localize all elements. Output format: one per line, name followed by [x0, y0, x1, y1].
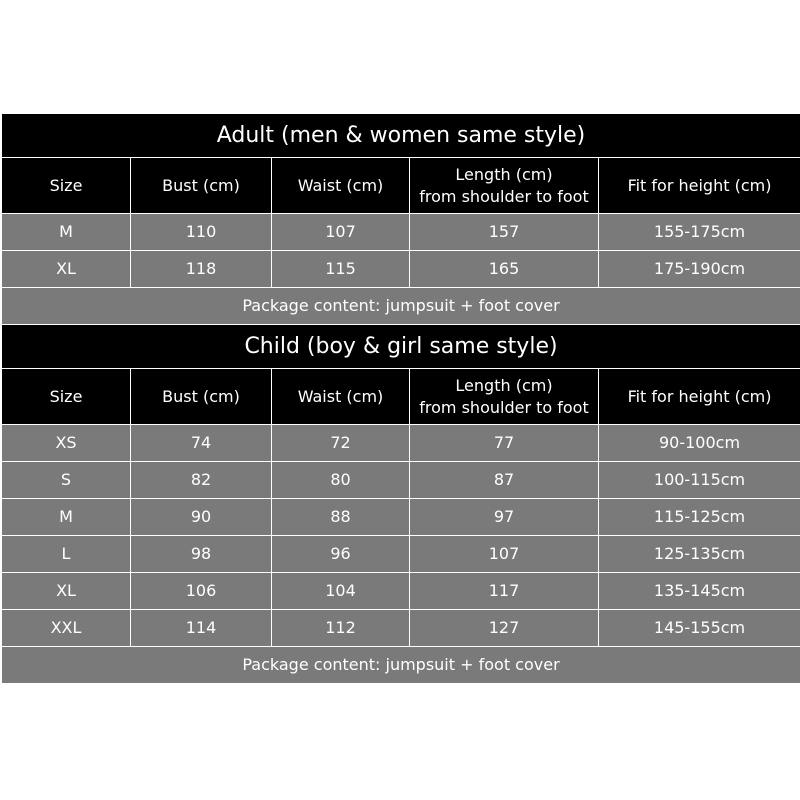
- table-cell: 125-135cm: [599, 536, 800, 573]
- header-row: [2, 158, 800, 214]
- column-header-size: Size: [2, 369, 131, 425]
- table-cell: 115-125cm: [599, 499, 800, 536]
- table-row: [2, 251, 800, 288]
- section-title-row: [2, 114, 800, 158]
- table-cell: M: [2, 499, 131, 536]
- table-cell: 175-190cm: [599, 251, 800, 288]
- table-cell: 165: [410, 251, 599, 288]
- table-cell: 77: [410, 425, 599, 462]
- table-cell: 110: [131, 214, 272, 251]
- section-title-row: [2, 325, 800, 369]
- table-cell: 112: [272, 610, 410, 647]
- table-row: [2, 214, 800, 251]
- table-row: [2, 536, 800, 573]
- table-cell: XXL: [2, 610, 131, 647]
- table-cell: 82: [131, 462, 272, 499]
- table-cell: 107: [410, 536, 599, 573]
- section-title: Adult (men & women same style): [2, 114, 800, 158]
- table-cell: L: [2, 536, 131, 573]
- table-row: [2, 462, 800, 499]
- table-cell: 98: [131, 536, 272, 573]
- table-cell: 135-145cm: [599, 573, 800, 610]
- table-cell: 72: [272, 425, 410, 462]
- package-row: [2, 288, 800, 325]
- table-cell: 96: [272, 536, 410, 573]
- table-cell: 87: [410, 462, 599, 499]
- size-chart: [0, 113, 800, 684]
- table-cell: 127: [410, 610, 599, 647]
- table-cell: 157: [410, 214, 599, 251]
- table-row: [2, 425, 800, 462]
- table-cell: 90: [131, 499, 272, 536]
- table-cell: XL: [2, 573, 131, 610]
- column-header-length-cm: Length (cm) from shoulder to foot: [410, 158, 599, 214]
- size-table: [1, 113, 800, 684]
- table-cell: 155-175cm: [599, 214, 800, 251]
- table-cell: 145-155cm: [599, 610, 800, 647]
- package-row: [2, 647, 800, 684]
- column-header-size: Size: [2, 158, 131, 214]
- column-header-fit-for-height-cm: Fit for height (cm): [599, 158, 800, 214]
- table-cell: 80: [272, 462, 410, 499]
- table-cell: 104: [272, 573, 410, 610]
- package-content: Package content: jumpsuit + foot cover: [2, 647, 800, 684]
- column-header-length-cm: Length (cm) from shoulder to foot: [410, 369, 599, 425]
- table-row: [2, 610, 800, 647]
- section-title: Child (boy & girl same style): [2, 325, 800, 369]
- table-cell: 107: [272, 214, 410, 251]
- column-header-waist-cm: Waist (cm): [272, 369, 410, 425]
- table-cell: 106: [131, 573, 272, 610]
- table-cell: 74: [131, 425, 272, 462]
- table-cell: XS: [2, 425, 131, 462]
- table-cell: 97: [410, 499, 599, 536]
- package-content: Package content: jumpsuit + foot cover: [2, 288, 800, 325]
- table-cell: S: [2, 462, 131, 499]
- table-cell: 117: [410, 573, 599, 610]
- table-cell: XL: [2, 251, 131, 288]
- header-row: [2, 369, 800, 425]
- table-cell: 118: [131, 251, 272, 288]
- table-cell: M: [2, 214, 131, 251]
- table-cell: 90-100cm: [599, 425, 800, 462]
- table-row: [2, 573, 800, 610]
- table-cell: 88: [272, 499, 410, 536]
- column-header-bust-cm: Bust (cm): [131, 369, 272, 425]
- column-header-bust-cm: Bust (cm): [131, 158, 272, 214]
- table-row: [2, 499, 800, 536]
- column-header-fit-for-height-cm: Fit for height (cm): [599, 369, 800, 425]
- table-cell: 114: [131, 610, 272, 647]
- table-cell: 100-115cm: [599, 462, 800, 499]
- table-cell: 115: [272, 251, 410, 288]
- column-header-waist-cm: Waist (cm): [272, 158, 410, 214]
